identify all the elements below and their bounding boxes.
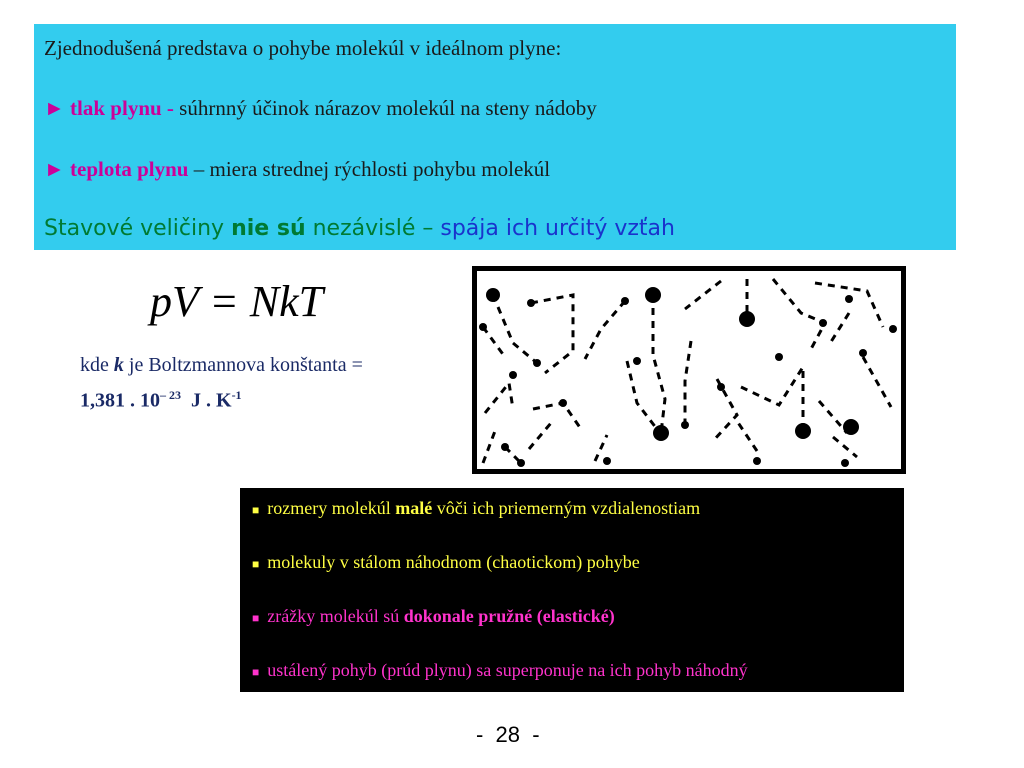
constant-unit: J . K: [191, 389, 232, 412]
bullet-icon: ■: [252, 665, 260, 679]
boltzmann-constant-text: [80, 350, 363, 416]
item1-text-c: vôči ich priemerným vzdialenostiam: [436, 498, 701, 518]
state-part4: spája ich určitý vzťah: [440, 216, 675, 241]
state-part3: nezávislé –: [312, 216, 434, 241]
list-item: [252, 552, 640, 573]
constant-exponent: – 23: [160, 388, 181, 402]
item3-text-b: dokonale pružné (elastické): [403, 606, 615, 626]
constant-kde: kde: [80, 354, 109, 376]
pressure-arrow: ►: [44, 96, 65, 120]
ideal-gas-formula: pV = NkT: [150, 277, 324, 326]
pressure-term: tlak plynu -: [70, 96, 174, 120]
molecule-motion-diagram: [472, 266, 906, 474]
temperature-term: teplota plynu: [70, 157, 189, 181]
constant-k: k: [113, 354, 124, 376]
bullet-icon: ■: [252, 611, 260, 625]
state-part2: nie sú: [231, 216, 306, 241]
temperature-line: [44, 157, 550, 182]
pressure-line: [44, 96, 597, 121]
list-item: [252, 660, 748, 681]
temperature-definition: – miera strednej rýchlosti pohybu molekúl: [193, 157, 551, 181]
item2-text: molekuly v stálom náhodnom (chaotickom) pohybe: [267, 552, 640, 572]
item3-text-a: zrážky molekúl sú: [267, 606, 400, 626]
constant-value: 1,381 . 10: [80, 389, 160, 412]
constant-description: je Boltzmannova konštanta =: [128, 354, 363, 376]
item4-text: ustálený pohyb (prúd plynu) sa superponuje na ich pohyb náhodný: [267, 660, 748, 680]
list-item: [252, 498, 700, 519]
state-variables-line: [44, 216, 675, 241]
molecule-paths-illustration: [477, 271, 901, 469]
constant-line2: [80, 380, 363, 416]
bullet-icon: ■: [252, 503, 260, 517]
page-number: - 28 -: [476, 722, 540, 747]
constant-line1: [80, 350, 363, 380]
item1-text-a: rozmery molekúl: [267, 498, 391, 518]
intro-title: Zjednodušená predstava o pohybe molekúl v ideálnom plyne:: [44, 36, 562, 60]
pressure-definition: súhrnný účinok nárazov molekúl na steny nádoby: [179, 96, 597, 120]
bullet-icon: ■: [252, 557, 260, 571]
list-item: [252, 606, 615, 627]
temperature-arrow: ►: [44, 157, 65, 181]
state-part1: Stavové veličiny: [44, 216, 225, 241]
constant-unit-exponent: -1: [231, 388, 242, 402]
assumptions-list: [240, 488, 904, 692]
intro-box: [34, 24, 956, 250]
item1-text-b: malé: [395, 498, 433, 518]
